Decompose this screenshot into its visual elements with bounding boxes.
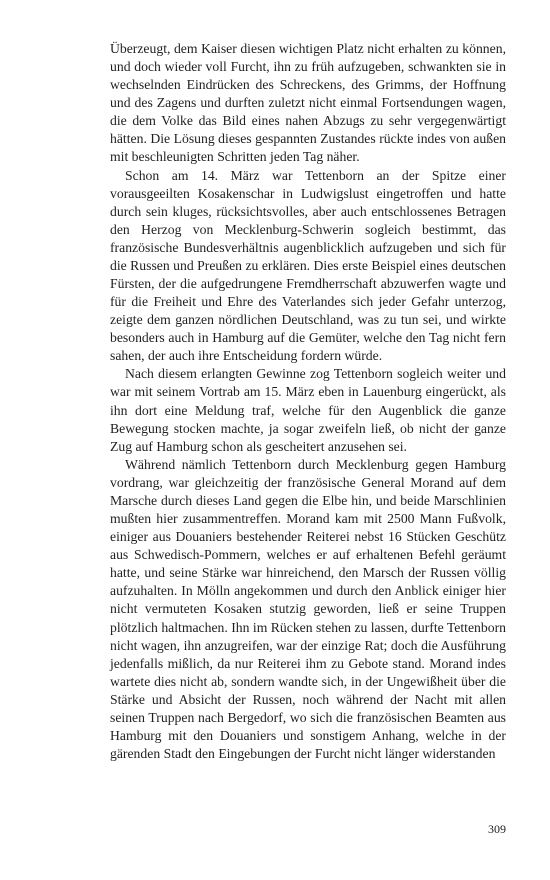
paragraph-3: Nach diesem erlangten Gewinne zog Tettenborn sogleich weiter und war mit seinem Vortrab am 15. März eben in Lauenburg eingerückt, als ihn dort eine Meldung traf, welche für den Augenblick die ganze Bewegung stocken machte, ja sogar zweifeln ließ, ob nicht der ganze Zug auf Hamburg schon als gescheitert anzusehen sei. — [110, 366, 506, 454]
page-body — [110, 40, 506, 763]
paragraph-1: Überzeugt, dem Kaiser diesen wichtigen Platz nicht erhalten zu können, und doch wieder voll Furcht, ihn zu früh aufzugeben, schwankten sie in wechselnden Eindrücken des Schreckens, des Grimms, der Hoffnung und des Zagens und durften zuletzt nicht einmal Fortsendungen wagen, die dem Volke das Bild eines nahen Abzugs zu sehr vergegenwärtigt hätten. Die Lösung dieses gespannten Zustandes rückte indes von außen mit beschleunigten Schritten jeden Tag näher. — [110, 41, 506, 165]
paragraph-2: Schon am 14. März war Tettenborn an der Spitze einer vorausgeeilten Kosakenschar in Ludwigslust eingetroffen und hatte durch sein kluges, rücksichtsvolles, aber auch entschlossenes Betragen den Herzog von Mecklenburg-Schwerin sogleich bestimmt, das französische Bundesverhältnis augenblicklich aufzugeben und sich für die Russen und Preußen zu erklären. Dies erste Beispiel eines deutschen Fürsten, der die aufgedrungene Fremdherrschaft abzuwerfen wagte und für die Freiheit und Ehre des Vaterlandes sich jeder Gefahr unterzog, zeigte dem ganzen nördlichen Deutschland, was zu tun sei, und wirkte besonders auch in Hamburg auf die Gemüter, welche den Tag nicht fern sahen, der auch ihre Entscheidung fordern würde. — [110, 167, 506, 364]
paragraph-4: Während nämlich Tettenborn durch Mecklenburg gegen Hamburg vordrang, war gleichzeitig der französische General Morand auf dem Marsche durch dieses Land gegen die Elbe hin, und beide Marschlinien mußten hier zusammentreffen. Morand kam mit 2500 Mann Fußvolk, einiger aus Douaniers bestehender Reiterei nebst 16 Stücken Geschütz aus Schwedisch-Pommern, welches er auf erhaltenen Befehl geräumt hatte, und seine Stärke war hinreichend, den Marsch der Russen völlig aufzuhalten. In Mölln angekommen und durch den Anblick einiger hier nicht vermuteten Kosaken stutzig geworden, ließ er seine Truppen plötzlich haltmachen. Ihn im Rücken stehen zu lassen, durfte Tettenborn nicht wagen, ihn anzugreifen, war der einzige Rat; doch die Ausführung jedenfalls mißlich, da nur Reiterei ihm zu Gebote stand. Morand indes wartete dies nicht ab, sondern wandte sich, in der Ungewißheit über die Stärke und Absicht der Russen, noch während der Nacht mit allen seinen Truppen nach Bergedorf, wo sich die französischen Beamten aus Hamburg mit den Douaniers und sonstigem Anhang, welche in der gärenden Stadt den Eingebungen der Furcht nicht länger widerstanden — [110, 456, 506, 762]
page-number: 309 — [488, 822, 506, 836]
